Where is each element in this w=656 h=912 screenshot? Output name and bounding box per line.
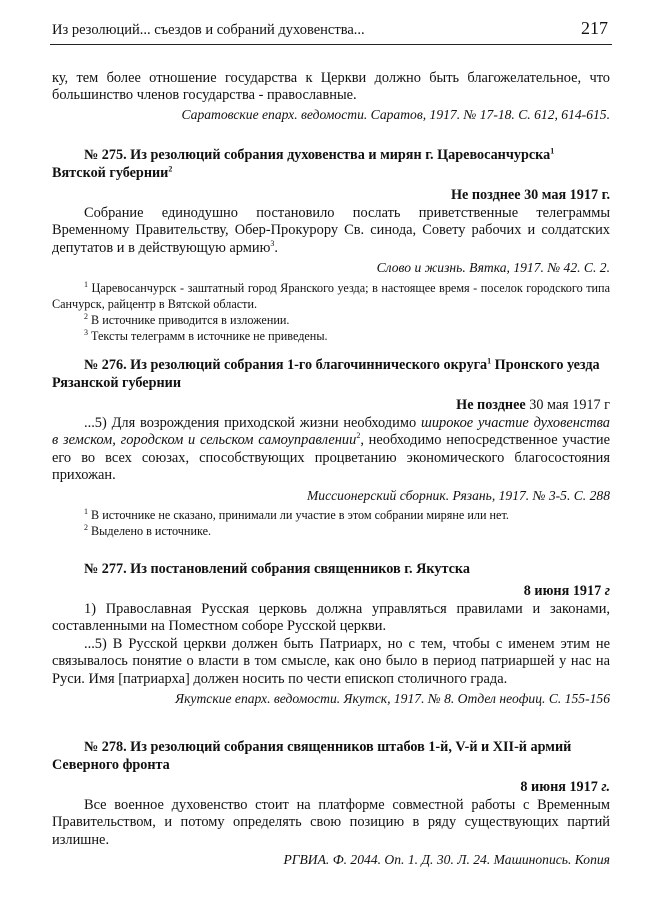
running-title: Из резолюций... съездов и собраний духовенства... [52,22,365,38]
page-number: 217 [581,18,608,38]
footnote: $^2$ Выделено в источнике. [84,522,212,538]
doc-278-date: 8 июня 1917 г. [520,779,610,795]
doc-275-date: Не позднее 30 мая 1917 г. [450,187,610,203]
doc-277-source: Якутские епарх. ведомости. Якутск, 1917. № 8. Отдел неофиц. С. 155-156 [175,691,610,707]
doc-278-title: № 278. Из резолюций собрания священников штабов 1-й, V-й и XII-й армий Северного фронта [52,739,572,773]
document-278 [52,738,610,868]
footnote-marker: 2 [168,164,173,174]
doc-277-title: № 277. Из постановлений собрания священников г. Якутска [84,561,470,577]
doc-278-text: Все военное духовенство стоит на платформе совместной работы с Временным Правительством, и потому определять свою позицию в ряду существующих партий излишне. [52,797,610,848]
footnote-marker: 2 [356,431,361,441]
footnote: $^1$ В источнике не сказано, принимали ли участие в этом собрании миряне или нет. [84,506,509,522]
footnote: $^2$ В источнике приводится в изложении. [84,312,290,328]
footnote-marker: 1 [487,356,492,366]
doc-277-text-2: ...5) В Русской церкви должен быть Патриарх, но с тем, чтобы с именем этим не связывалось понятие о власти в том смысле, как оно было в период патриаршей у нас на Руси. Имя [патриарха] должен носить по чести епископ столичного града. [52,635,610,687]
document-276 [52,356,610,539]
doc-275-title: № 275. Из резолюций собрания духовенства и мирян г. Царевосанчурска$^1$ Вятской губернии$^2$ [52,146,555,181]
document-277 [52,560,610,707]
document-275 [52,146,610,344]
page-header [50,18,612,45]
doc-276-date: Не позднее 30 мая 1917 г [456,397,610,413]
doc-276-text: ...5) Для возрождения приходской жизни необходимо широкое участие духовенства в земском, городском и сельском самоуправлении$^2$, необходимо непосредственное участие его во всех союзах, способствующих процветанию экономического благосостояния прихожан. [52,415,610,484]
doc-277-date: 8 июня 1917 г [523,583,610,599]
doc-276-title: № 276. Из резолюций собрания 1-го благочиннического округа$^1$ Пронского уезда Рязанской губернии [52,356,600,391]
prev-text: ку, тем более отношение государства к Церкви должно быть благожелательное, что большинство членов государства - православные. [52,70,610,104]
footnote: $^1$ Царевосанчурск - заштатный город Яранского уезда; в настоящее время - поселок городского типа Санчурск, райцентр в Вятской области. [52,280,610,312]
doc-278-source: РГВИА. Ф. 2044. Оп. 1. Д. 30. Л. 24. Машинопись. Копия [283,852,610,868]
doc-277-text-1: 1) Православная Русская церковь должна управляться правилами и законами, составленными на Поместном соборе Русской церкви. [52,601,610,635]
doc-275-source: Слово и жизнь. Вятка, 1917. № 42. С. 2. [376,260,610,276]
prev-document [52,70,610,123]
doc-276-source: Миссионерский сборник. Рязань, 1917. № 3-5. С. 288 [306,487,610,503]
footnote-marker: 1 [550,146,555,156]
doc-276-footnotes [52,507,610,539]
prev-source: Саратовские епарх. ведомости. Саратов, 1917. № 17-18. С. 612, 614-615. [181,106,610,122]
doc-275-text: Собрание единодушно постановило послать приветственные телеграммы Временному Правительству, Обер-Прокурору Св. синода, Совету рабочих и солдатских депутатов и в действующую армию$^3$. [52,205,610,256]
doc-275-footnotes [52,280,610,344]
footnote: $^3$ Тексты телеграмм в источнике не приведены. [84,328,328,344]
footnote-marker: 3 [270,239,275,249]
